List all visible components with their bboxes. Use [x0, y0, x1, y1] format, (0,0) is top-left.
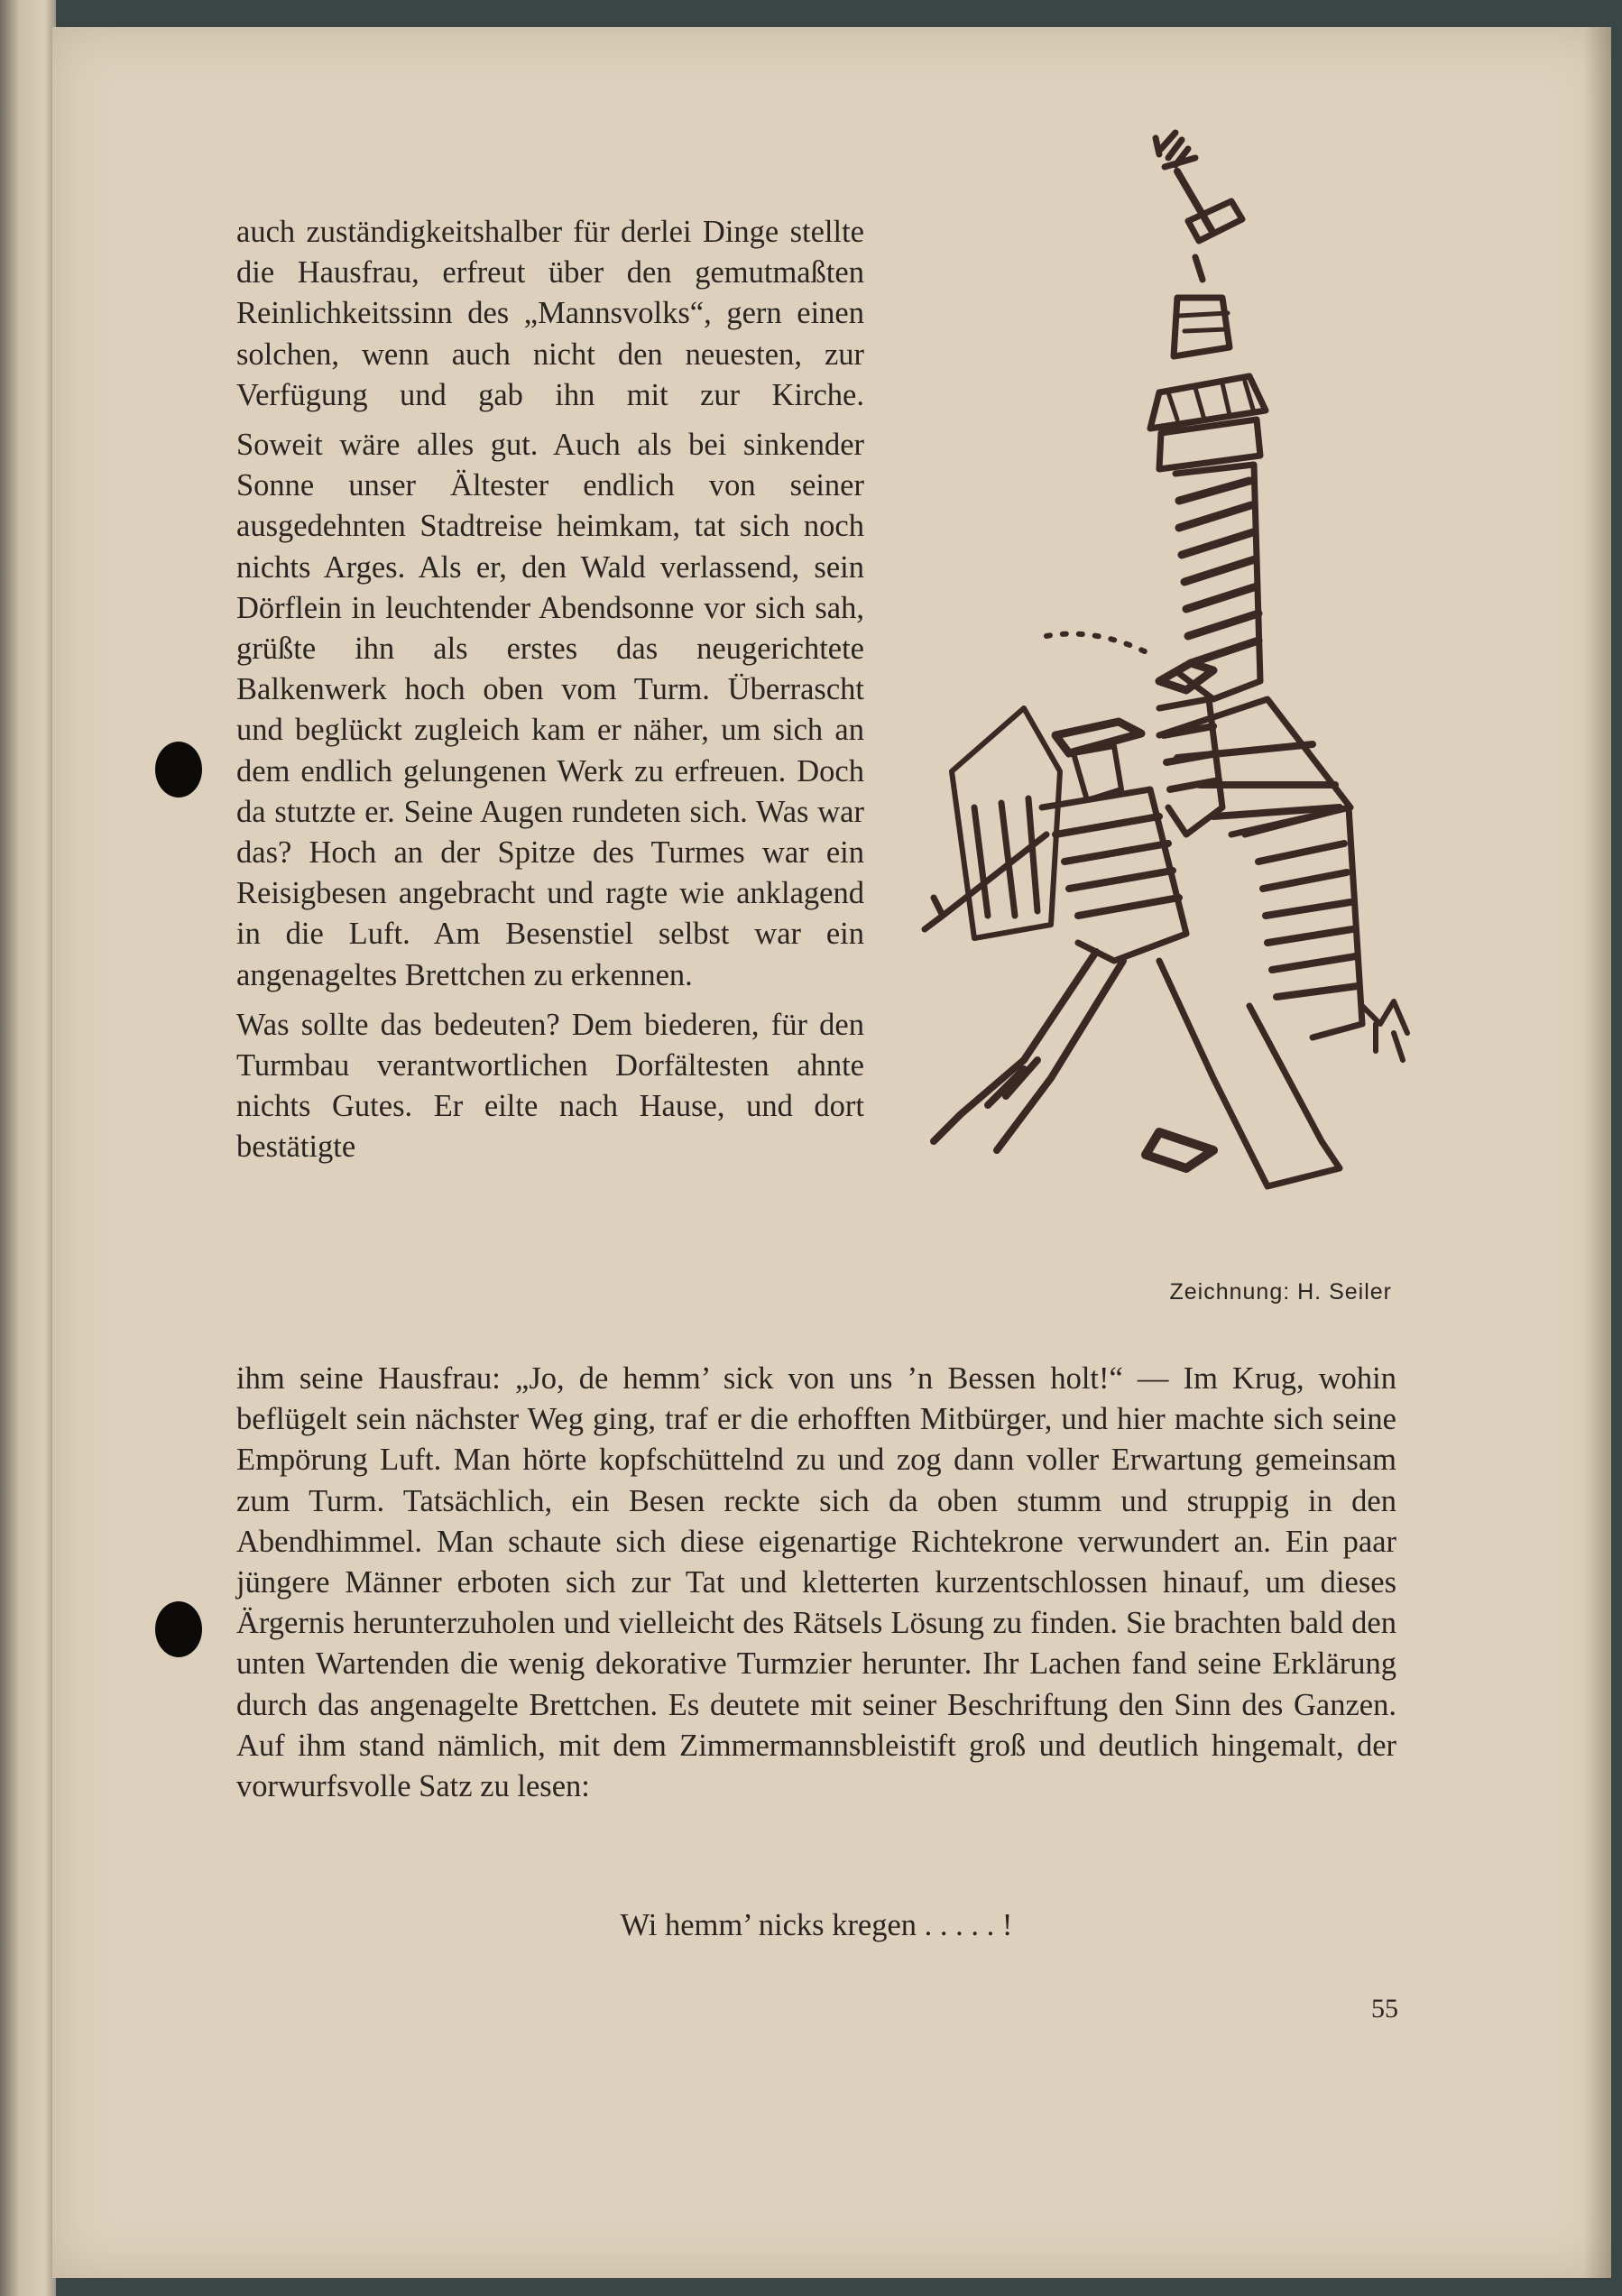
punch-hole-lower: [155, 1601, 202, 1657]
figure-leg-left: [934, 952, 1123, 1150]
figure-shoe: [1146, 1132, 1213, 1168]
saying-line: Wi hemm’ nicks kregen . . . . . !: [620, 1908, 1013, 1942]
left-page-edge: [0, 0, 56, 2296]
bush-right: [1362, 1001, 1407, 1060]
illustration-caption: Zeichnung: H. Seiler: [1169, 1279, 1392, 1305]
illustration-tower-drawing: [889, 122, 1430, 1263]
motion-dots: [1046, 634, 1150, 655]
spire-lantern: [1174, 257, 1230, 356]
figure-face: [1074, 746, 1121, 800]
paragraph-1: auch zuständigkeitshalber für derlei Dinge stellte die Hausfrau, erfreut über den gemutmaßten Reinlichkeitssinn des „Mannsvolks“, gern einen solchen, wenn auch nicht den neuesten, zur Verfügung und gab ihn mit zur Kirche.: [236, 215, 864, 412]
paragraph-3: Was sollte das bedeuten? Dem biederen, für den Turmbau verantwortlichen Dorfältesten ahnte nichts Gutes. Er eilte nach Hause, und dort bestätigte: [236, 1007, 864, 1165]
broom-bristles: [1156, 133, 1195, 167]
text-column: [236, 212, 864, 1168]
paragraph-4: ihm seine Hausfrau: „Jo, de hemm’ sick von uns ’n Bessen holt!“ — Im Krug, wohin beflügelt sein nächster Weg ging, traf er die erhofften Mitbürger, und hier machte sich seine Empörung Luft. Man hörte kopfschüttelnd zu und zog dann voller Erwartung gemeinsam zum Turm. Tatsächlich, ein Besen reckte sich da oben stumm und struppig in den Abendhimmel. Man schaute sich diese eigenartige Richtekrone verwundert an. Ein paar jüngere Männer erboten sich zur Tat und kletterten kurzentschlossen hinauf, um dieses Ärgernis herunterzuholen und vielleicht des Rätsels Lösung zu finden. Sie brachten bald den unten Wartenden die wenig dekorative Turmzier herunter. Ihr Lachen fand seine Erklärung durch das angenagelte Brettchen. Es deutete mit seiner Beschriftung den Sinn des Ganzen. Auf ihm stand nämlich, mit dem Zimmermannsbleistift groß und deutlich hingemalt, der vorwurfsvolle Satz zu lesen:: [236, 1361, 1396, 1804]
text-full-width: [236, 1359, 1396, 1807]
paragraph-2: Soweit wäre alles gut. Auch als bei sinkender Sonne unser Ältester endlich von seiner ausgedehnten Stadtreise heimkam, tat sich noch nichts Arges. Als er, den Wald verlassend, sein Dörflein in leuchtender Abendsonne vor sich sah, grüßte ihn als erstes das neugerichtete Balkenwerk hoch oben vom Turm. Überrascht und beglückt zugleich kam er näher, um sich an dem endlich gelungenen Werk zu erfreuen. Doch da stutzte er. Seine Augen rundeten sich. Was war das? Hoch an der Spitze des Turmes war ein Reisigbesen angebracht und ragte wie anklagend in die Luft. Am Besenstiel selbst war ein angenageltes Brettchen zu erkennen.: [236, 428, 864, 992]
page-number: 55: [1371, 1994, 1398, 2024]
punch-hole-upper: [155, 742, 202, 798]
elder-body: [1159, 699, 1222, 834]
